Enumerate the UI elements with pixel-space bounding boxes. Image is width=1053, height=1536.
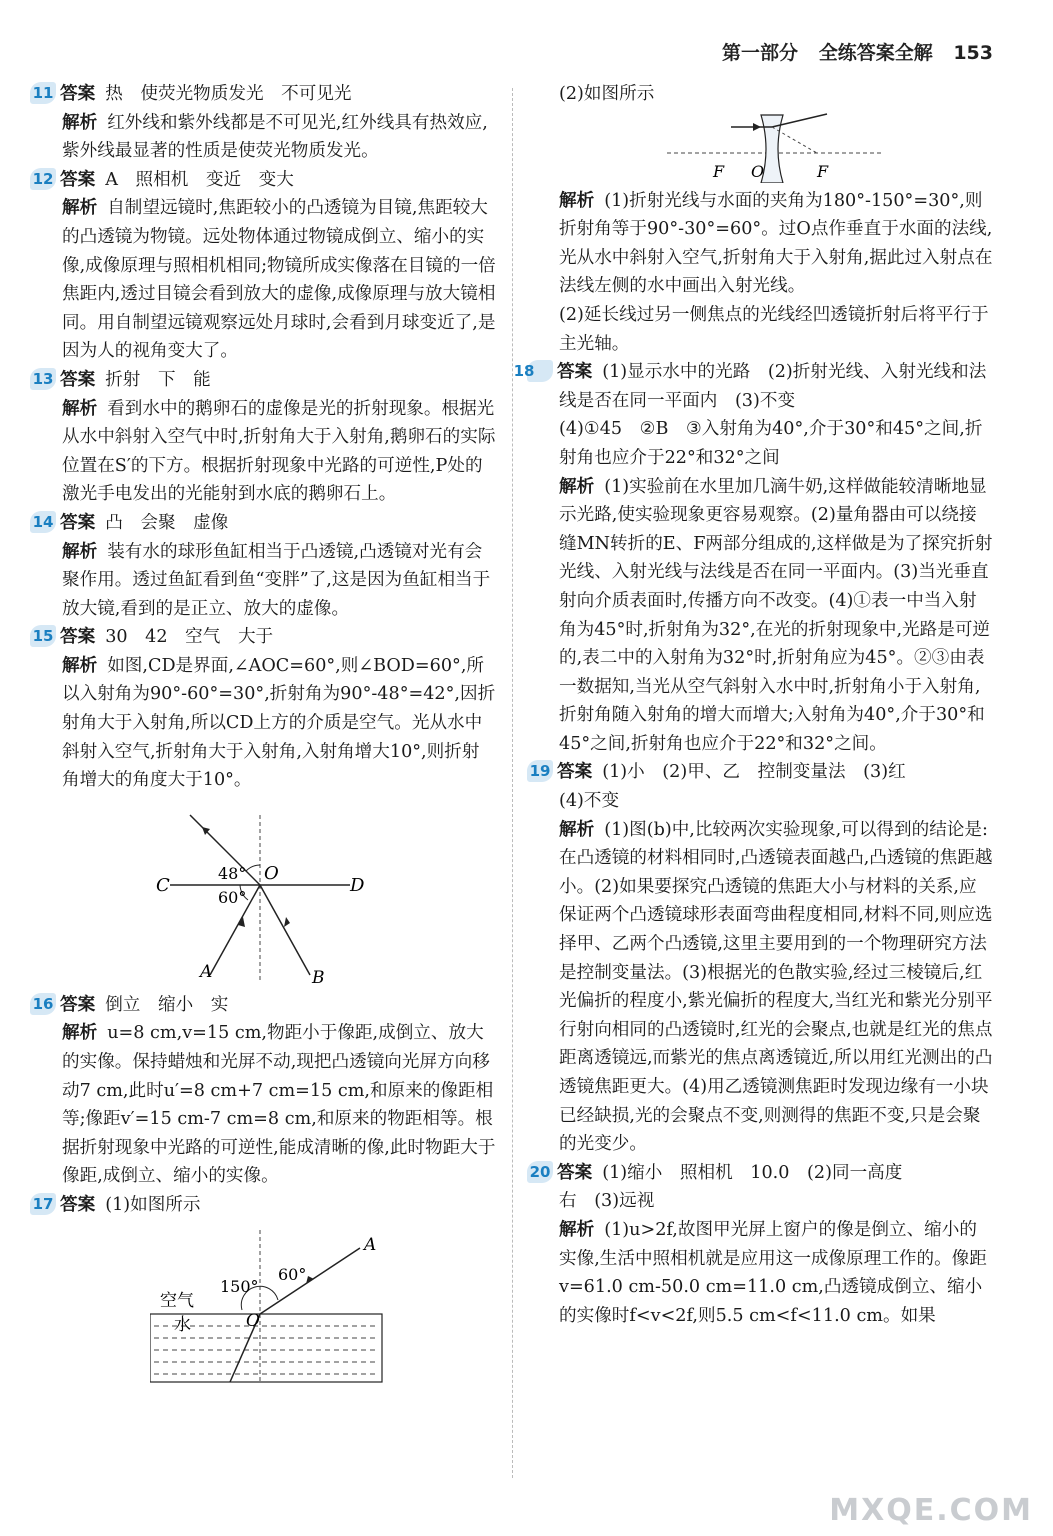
right-column [513, 80, 993, 1330]
angle-arc [246, 865, 260, 871]
answer-label: 答案 [60, 1195, 96, 1215]
analysis-label: 解析 [62, 398, 98, 419]
answer-text: 折射 下 能 [105, 369, 211, 390]
answer-text-2: (4)①45 ②B ③入射角为40°,介于30°和45°之间,折射角也应介于22°和32°之间 [559, 419, 983, 468]
answer-label: 答案 [60, 169, 96, 190]
watermark-logo: MXQE.COM [829, 1493, 1033, 1528]
question-number-badge: 12 [30, 168, 56, 190]
header-part: 第一部分 [722, 42, 799, 64]
angle-150: 150° [220, 1276, 259, 1296]
question-number-badge: 15 [30, 625, 56, 647]
page-header [708, 38, 993, 65]
label-c: C [156, 874, 170, 896]
label-o: O [246, 1310, 260, 1331]
part2-text: (2)如图所示 [559, 84, 655, 104]
arrow-head [753, 123, 761, 131]
analysis-label: 解析 [62, 541, 98, 562]
label-o: O [264, 862, 279, 884]
answer-label: 答案 [60, 369, 96, 390]
question-15 [30, 623, 496, 985]
question-number-badge: 11 [30, 82, 56, 104]
analysis-text: (1)图(b)中,比较两次实验现象,可以得到的结论是:在凸透镜的材料相同时,凸透镜表面越凸,凸透镜的焦距越小。(2)如果要探究凸透镜的焦距大小与材料的关系,应保证两个凸透镜球形表面弯曲程度相同,材料不同,则应选择甲、乙两个凸透镜,这里主要用到的一个物理研究方法是控制变量法。(3)根据光的色散实验,经过三棱镜后,红光偏折的程度小,紫光偏折的程度大,当红光和紫光分别平行射向相同的凸透镜时,红光的会聚点,也就是红光的焦点距离透镜远,而紫光的焦点离透镜近,所以用红光测出的凸透镜焦距更大。(4)用乙透镜测焦距时发现边缘有一小块已经缺损,光的会聚点不变,则测得的焦距不变,只是会聚的光变少。 [559, 819, 993, 1155]
question-number-badge: 14 [30, 511, 56, 533]
answer-text: (1)缩小 照相机 10.0 (2)同一高度 [602, 1162, 903, 1183]
question-17 [30, 1191, 496, 1386]
question-number-badge: 19 [527, 760, 553, 782]
answer-label: 答案 [60, 84, 96, 104]
label-b: B [312, 967, 325, 985]
question-number-badge: 17 [30, 1193, 56, 1215]
answer-label: 答案 [557, 362, 593, 383]
label-air: 空气 [160, 1290, 194, 1311]
question-18 [513, 358, 993, 758]
question-11 [30, 80, 496, 166]
question-16 [30, 991, 496, 1191]
answer-label: 答案 [60, 512, 96, 533]
answer-text-2: (4)不变 [559, 791, 620, 812]
answer-text: (1)小 (2)甲、乙 控制变量法 (3)红 [602, 762, 906, 783]
analysis-label: 解析 [559, 1219, 595, 1240]
header-title: 全练答案全解 [818, 42, 933, 64]
answer-text: A 照相机 变近 变大 [105, 169, 294, 190]
page-number: 153 [953, 42, 993, 64]
answer-text-2: 右 (3)远视 [559, 1191, 655, 1212]
analysis-text-2: (2)延长线过另一侧焦点的光线经凹透镜折射后将平行于主光轴。 [559, 304, 989, 354]
answer-label: 答案 [557, 1162, 593, 1183]
answer-text: 倒立 缩小 实 [105, 994, 229, 1015]
label-water: 水 [174, 1314, 191, 1335]
question-17-continued [527, 80, 993, 358]
analysis-label: 解析 [559, 819, 595, 840]
analysis-text: (1)折射光线与水面的夹角为180°-150°=30°,则折射角等于90°-30°=60°。过O点作垂直于水面的法线,光从水中斜射入空气,折射角大于入射角,据此过入射点在法线左侧的水中画出入射光线。 [559, 190, 993, 297]
question-number-badge: 16 [30, 993, 56, 1015]
analysis-text: (1)实验前在水里加几滴牛奶,这样做能较清晰地显示光路,使实验现象更容易观察。(2)量角器由可以绕接缝MN转折的E、F两部分组成的,这样做是为了探究折射光线、入射光线与法线是否在同一平面内。(3)当光垂直射向介质表面时,传播方向不改变。(4)①表一中当入射角为45°时,折射角为32°,在光的折射现象中,光路是可逆的,表二中的入射角为32°时,折射角应为45°。②③由表一数据知,当光从空气斜射入水中时,折射角小于入射角,折射角随入射角的增大而增大;入射角为40°,介于30°和45°之间,折射角也应介于22°和32°之间。 [559, 476, 993, 754]
analysis-label: 解析 [62, 655, 98, 676]
question-number-badge: 18 [527, 360, 553, 382]
analysis-label: 解析 [62, 198, 98, 219]
question-12 [30, 166, 496, 366]
analysis-text: 自制望远镜时,焦距较小的凸透镜为目镜,焦距较大的凸透镜为物镜。远处物体通过物镜成倒立、缩小的实像,成像原理与照相机相同;物镜所成实像落在目镜的一倍焦距内,透过目镜会看到放大的虚像,成像原理与放大镜相同。用自制望远镜观察远处月球时,会看到月球变近了,是因为人的视角变大了。 [62, 198, 496, 362]
analysis-text: 装有水的球形鱼缸相当于凸透镜,凸透镜对光有会聚作用。透过鱼缸看到鱼“变胖”了,这是因为鱼缸相当于放大镜,看到的是正立、放大的虚像。 [62, 541, 491, 619]
label-a: A [200, 961, 213, 982]
analysis-text: 红外线和紫外线都是不可见光,红外线具有热效应,紫外线最显著的性质是使荧光物质发光。 [62, 112, 488, 162]
label-f-left: F [713, 161, 725, 181]
left-column [30, 80, 496, 1386]
answer-text: (1)如图所示 [105, 1195, 201, 1215]
angle-60: 60° [218, 887, 247, 907]
label-a: A [364, 1234, 377, 1255]
label-f-right: F [817, 161, 829, 181]
analysis-label: 解析 [559, 476, 595, 497]
refraction-diagram-17 [150, 1226, 390, 1386]
analysis-label: 解析 [559, 190, 595, 211]
label-d: D [350, 874, 365, 896]
answer-text: (1)显示水中的光路 (2)折射光线、入射光线和法线是否在同一平面内 (3)不变 [559, 362, 987, 411]
answer-label: 答案 [557, 762, 593, 783]
analysis-label: 解析 [62, 1023, 98, 1044]
refraction-diagram-15 [150, 805, 370, 985]
analysis-text: 看到水中的鹅卵石的虚像是光的折射现象。根据光从水中斜射入空气中时,折射角大于入射角,鹅卵石的实际位置在S′的下方。根据折射现象中光路的可逆性,P处的激光手电发出的光能射到水底的鹅卵石上。 [62, 398, 496, 505]
answer-label: 答案 [60, 994, 96, 1015]
analysis-text: (1)u>2f,故图甲光屏上窗户的像是倒立、缩小的实像,生活中照相机就是应用这一成像原理工作的。像距v=61.0 cm-50.0 cm=11.0 cm,凸透镜成倒立、缩小的实像时f<v<2f,则5.5 cm<f<11.0 cm。如果 [559, 1219, 987, 1326]
concave-lens-diagram [667, 111, 887, 183]
arrow-head [284, 917, 290, 927]
question-number-badge: 20 [527, 1161, 553, 1183]
analysis-label: 解析 [62, 112, 98, 133]
label-o: O [751, 161, 765, 181]
angle-48: 48° [218, 863, 247, 883]
question-13 [30, 366, 496, 509]
answer-text: 30 42 空气 大于 [105, 627, 274, 648]
analysis-text: 如图,CD是界面,∠AOC=60°,则∠BOD=60°,所以入射角为90°-60°=30°,折射角为90°-48°=42°,因折射角大于入射角,所以CD上方的介质是空气。光从水中斜射入空气,折射角大于入射角,入射角增大10°,则折射角增大的角度大于10°。 [62, 655, 496, 791]
answer-text: 凸 会聚 虚像 [105, 512, 229, 533]
question-20 [527, 1159, 993, 1331]
analysis-text: u=8 cm,v=15 cm,物距小于像距,成倒立、放大的实像。保持蜡烛和光屏不动,现把凸透镜向光屏方向移动7 cm,此时u′=8 cm+7 cm=15 cm,和原来的像距相等;像距v′=15 cm-7 cm=8 cm,和原来的物距相等。根据折射现象中光路的可逆性,能成清晰的像,此时物距大于像距,成倒立、缩小的实像。 [62, 1023, 496, 1187]
column-divider [512, 88, 513, 1478]
answer-label: 答案 [60, 627, 96, 648]
question-number-badge: 13 [30, 368, 56, 390]
angle-60: 60° [278, 1264, 307, 1284]
answer-text: 热 使荧光物质发光 不可见光 [105, 84, 352, 104]
question-19 [527, 758, 993, 1158]
reflected-ray-b [260, 885, 310, 975]
question-14 [30, 509, 496, 623]
